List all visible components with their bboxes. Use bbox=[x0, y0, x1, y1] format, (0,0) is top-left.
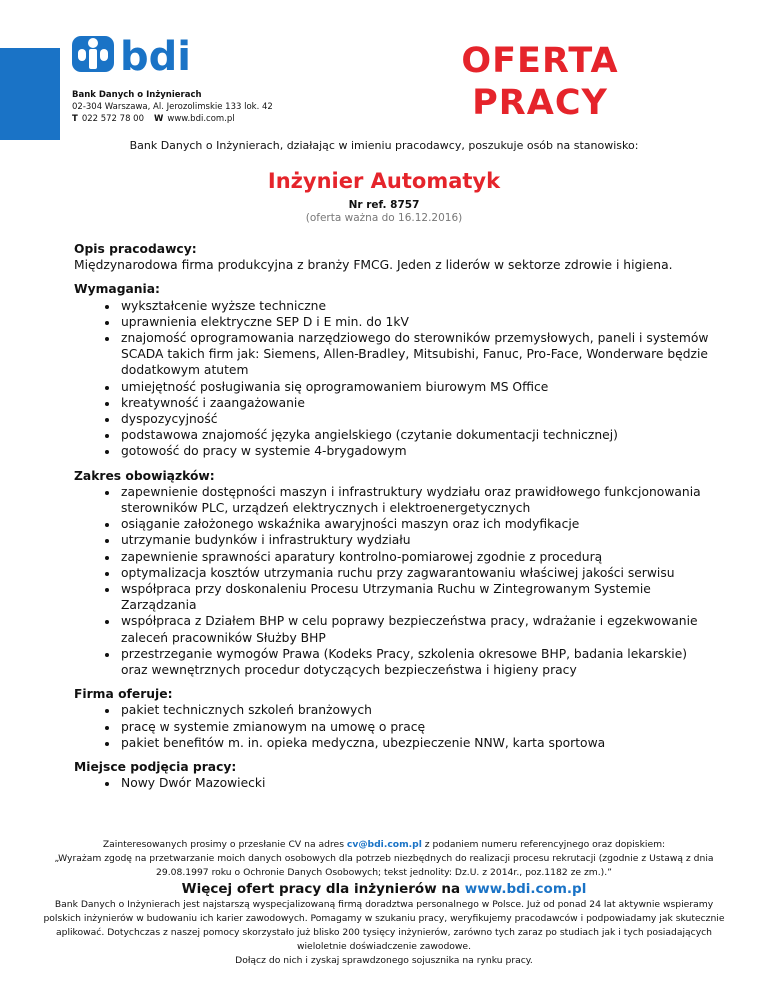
benefits-list bbox=[74, 702, 714, 751]
location-section bbox=[74, 759, 714, 791]
employer-description: Międzynarodowa firma produkcyjna z branży FMCG. Jeden z liderów w sektorze zdrowie i higiena. bbox=[74, 258, 673, 273]
list-item: • podstawowa znajomość języka angielskiego (czytanie dokumentacji technicznej) bbox=[119, 427, 714, 443]
bdi-logo-text: bdi bbox=[120, 34, 191, 78]
duties-list bbox=[74, 484, 714, 678]
list-item: • pracę w systemie zmianowym na umowę o pracę bbox=[119, 719, 714, 735]
list-item: • gotowość do pracy w systemie 4-brygadowym bbox=[119, 443, 714, 459]
list-item: • współpraca z Działem BHP w celu poprawy bezpieczeństwa pracy, wdrażanie i egzekwowanie zaleceń pracowników Służby BHP bbox=[119, 613, 714, 645]
consent-clause: „Wyrażam zgodę na przetwarzanie moich danych osobowych dla potrzeb niezbędnych do realizacji procesu rekrutacji (zgodnie z Ustawą z dnia 29.08.1997 roku o Ochronie Danych Osobowych; tekst jednolity: Dz.U. z 2014r., poz.1182 ze zm.).” bbox=[54, 853, 714, 878]
list-item: • optymalizacja kosztów utrzymania ruchu przy zagwarantowaniu właściwej jakości serwisu bbox=[119, 565, 714, 581]
join-text: Dołącz do nich i zyskaj sprawdzonego sojusznika na rynku pracy. bbox=[235, 955, 533, 966]
section-heading: Zakres obowiązków: bbox=[74, 468, 215, 483]
offer-validity: (oferta ważna do 16.12.2016) bbox=[305, 212, 463, 224]
section-heading: Wymagania: bbox=[74, 282, 160, 297]
list-item: • Nowy Dwór Mazowiecki bbox=[119, 775, 714, 791]
list-item: • umiejętność posługiwania się oprogramowaniem biurowym MS Office bbox=[119, 379, 714, 395]
section-heading: Firma oferuje: bbox=[74, 687, 173, 702]
offer-title bbox=[440, 40, 640, 124]
employer-section bbox=[74, 241, 714, 273]
phone-label: T bbox=[72, 114, 78, 124]
bdi-logo-graphic bbox=[72, 32, 212, 78]
list-item: • pakiet benefitów m. in. opieka medyczna, ubezpieczenie NNW, karta sportowa bbox=[119, 735, 714, 751]
requirements-list bbox=[74, 298, 714, 460]
list-item: • pakiet technicznych szkoleń branżowych bbox=[119, 702, 714, 718]
cv-text-after: z podaniem numeru referencyjnego oraz dopiskiem: bbox=[421, 839, 666, 850]
list-item: • utrzymanie budynków i infrastruktury wydziału bbox=[119, 532, 714, 548]
bdi-logo bbox=[72, 32, 212, 78]
company-info bbox=[72, 89, 273, 125]
requirements-section bbox=[74, 281, 714, 459]
company-contact bbox=[72, 113, 273, 125]
company-name: Bank Danych o Inżynierach bbox=[72, 90, 202, 100]
phone-number: 022 572 78 00 bbox=[81, 114, 144, 124]
list-item: • zapewnienie sprawności aparatury kontrolno-pomiarowej zgodnie z procedurą bbox=[119, 549, 714, 565]
more-offers-text: Więcej ofert pracy dla inżynierów na bbox=[181, 881, 465, 897]
section-heading: Opis pracodawcy: bbox=[74, 242, 197, 256]
list-item: • uprawnienia elektryczne SEP D i E min. do 1kV bbox=[119, 314, 714, 330]
list-item: • wykształcenie wyższe techniczne bbox=[119, 298, 714, 314]
list-item: • osiąganie założonego wskaźnika awaryjności maszyn oraz ich modyfikacje bbox=[119, 516, 714, 532]
website: www.bdi.com.pl bbox=[167, 114, 235, 124]
duties-section bbox=[74, 468, 714, 679]
footer bbox=[40, 838, 728, 968]
section-heading: Miejsce podjęcia pracy: bbox=[74, 760, 237, 775]
about-bdi: Bank Danych o Inżynierach jest najstarszą wyspecjalizowaną firmą doradztwa personalnego w Polsce. Już od ponad 24 lat aktywnie wspieramy polskich inżynierów w budowaniu ich karier zawodowych. Pomagamy w szukaniu pracy, weryfikujemy pracodawców i podpowiadamy jak skutecznie aplikować. Dotychczas z naszej pomocy skorzystało już blisko 200 tysięcy inżynierów, zarówno tych zaraz po studiach jak i tych posiadających wieloletnie doświadczenie zawodowe. bbox=[43, 899, 725, 952]
list-item: • dyspozycyjność bbox=[119, 411, 714, 427]
job-title: Inżynier Automatyk bbox=[267, 169, 501, 193]
cv-instructions bbox=[40, 838, 728, 852]
benefits-section bbox=[74, 686, 714, 751]
location-list bbox=[74, 775, 714, 791]
list-item: • przestrzeganie wymogów Prawa (Kodeks Pracy, szkolenia okresowe BHP, badania lekarskie) oraz wewnętrznych procedur dotyczących bezpieczeństwa i higieny pracy bbox=[119, 646, 714, 678]
offer-title-line2: PRACY bbox=[472, 83, 608, 123]
company-address: 02-304 Warszawa, Al. Jerozolimskie 133 lok. 42 bbox=[72, 102, 273, 112]
more-offers bbox=[40, 880, 728, 898]
cv-text-before: Zainteresowanych prosimy o przesłanie CV na adres bbox=[102, 839, 347, 850]
more-offers-link[interactable]: www.bdi.com.pl bbox=[464, 881, 587, 897]
reference-number: Nr ref. 8757 bbox=[348, 199, 420, 211]
offer-title-line1: OFERTA bbox=[461, 41, 619, 81]
list-item: • zapewnienie dostępności maszyn i infrastruktury wydziału oraz prawidłowego funkcjonowania sterowników PLC, urządzeń elektrycznych i elektroenergetycznych bbox=[119, 484, 714, 516]
web-label: W bbox=[154, 114, 164, 124]
intro-text: Bank Danych o Inżynierach, działając w imieniu pracodawcy, poszukuje osób na stanowisko: bbox=[129, 139, 639, 152]
list-item: • kreatywność i zaangażowanie bbox=[119, 395, 714, 411]
brand-blue-bar bbox=[0, 48, 60, 140]
list-item: • współpraca przy doskonaleniu Procesu Utrzymania Ruchu w Zintegrowanym Systemie Zarządzania bbox=[119, 581, 714, 613]
cv-email-link[interactable]: cv@bdi.com.pl bbox=[346, 839, 422, 850]
list-item: • znajomość oprogramowania narzędziowego do sterowników przemysłowych, paneli i systemów SCADA takich firm jak: Siemens, Allen-Bradley, Mitsubishi, Fanuc, Pro-Face, Wonderware będzie dodatkowym atutem bbox=[119, 330, 714, 379]
offer-body bbox=[74, 241, 714, 800]
